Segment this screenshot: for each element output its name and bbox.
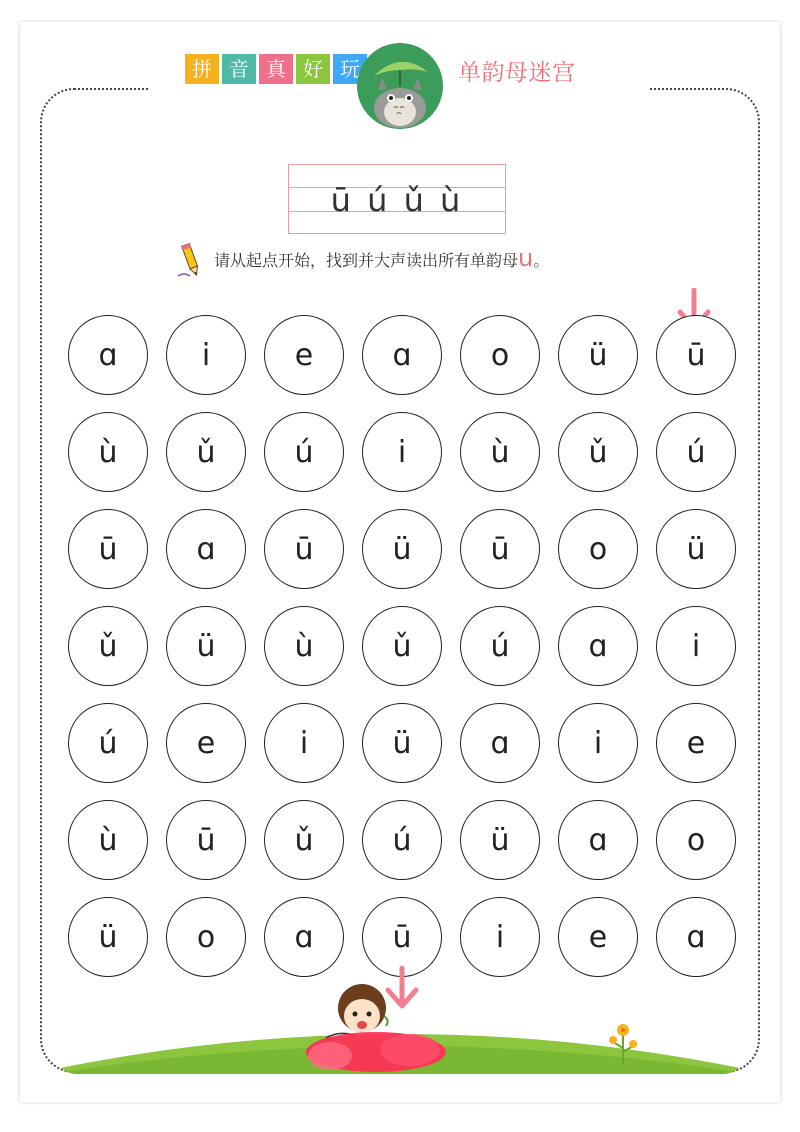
instruction-highlight: u [518,244,534,272]
title-tag: 音 [222,54,256,84]
maze-cell[interactable]: ɑ [68,315,148,395]
maze-cell[interactable]: ú [362,800,442,880]
maze-cell[interactable]: e [656,703,736,783]
maze-cell[interactable]: ú [656,412,736,492]
maze-cell[interactable]: ū [166,800,246,880]
maze-cell[interactable]: ü [362,509,442,589]
child-illustration [300,978,450,1078]
flower-icon [605,1018,641,1066]
totoro-mascot-icon [356,42,444,130]
instruction-text: 请从起点开始，找到并大声读出所有单韵母 [214,251,519,270]
maze-cell[interactable]: ù [264,606,344,686]
maze-cell[interactable]: ɑ [558,800,638,880]
maze-cell[interactable]: ǔ [558,412,638,492]
maze-cell[interactable]: e [264,315,344,395]
maze-cell[interactable]: o [460,315,540,395]
maze-cell[interactable]: e [166,703,246,783]
maze-cell[interactable]: i [166,315,246,395]
maze-cell[interactable]: ɑ [558,606,638,686]
maze-cell[interactable]: ü [166,606,246,686]
maze-cell[interactable]: ǔ [264,800,344,880]
example-box [288,164,506,234]
maze-cell[interactable]: ɑ [656,897,736,977]
maze-cell[interactable]: ǔ [68,606,148,686]
maze-cell[interactable]: ɑ [166,509,246,589]
maze-cell[interactable]: ɑ [460,703,540,783]
maze-cell[interactable]: ü [656,509,736,589]
maze-cell[interactable]: ú [460,606,540,686]
maze-cell[interactable]: o [166,897,246,977]
maze-cell[interactable]: i [264,703,344,783]
maze-cell[interactable]: i [362,412,442,492]
maze-cell[interactable]: o [656,800,736,880]
example-syllables: ū ú ǔ ù [330,181,464,219]
maze-cell[interactable]: ū [68,509,148,589]
series-title [185,54,367,84]
maze-cell[interactable]: ü [362,703,442,783]
maze-cell[interactable]: ū [656,315,736,395]
maze-cell[interactable]: ú [264,412,344,492]
instruction-end: 。 [533,251,550,270]
maze-cell[interactable]: ü [460,800,540,880]
maze-cell[interactable]: ū [460,509,540,589]
pencil-icon [174,240,208,280]
maze-cell[interactable]: ǔ [362,606,442,686]
maze-cell[interactable]: ɑ [264,897,344,977]
maze-cell[interactable]: ū [264,509,344,589]
maze-cell[interactable]: i [656,606,736,686]
maze-cell[interactable]: ü [68,897,148,977]
maze-cell[interactable]: i [460,897,540,977]
maze-cell[interactable]: ü [558,315,638,395]
maze-cell[interactable]: ū [362,897,442,977]
maze-cell[interactable]: ǔ [166,412,246,492]
title-tag: 拼 [185,54,219,84]
maze-cell[interactable]: e [558,897,638,977]
maze-cell[interactable]: i [558,703,638,783]
worksheet-title: 单韵母迷宫 [458,60,576,86]
instruction [214,244,550,272]
maze-cell[interactable]: ù [68,800,148,880]
maze-grid [68,315,736,977]
title-tag: 玩 [333,54,367,84]
maze-cell[interactable]: ù [460,412,540,492]
title-tag: 好 [296,54,330,84]
maze-cell[interactable]: ɑ [362,315,442,395]
title-tag: 真 [259,54,293,84]
maze-cell[interactable]: ù [68,412,148,492]
maze-cell[interactable]: o [558,509,638,589]
maze-cell[interactable]: ú [68,703,148,783]
